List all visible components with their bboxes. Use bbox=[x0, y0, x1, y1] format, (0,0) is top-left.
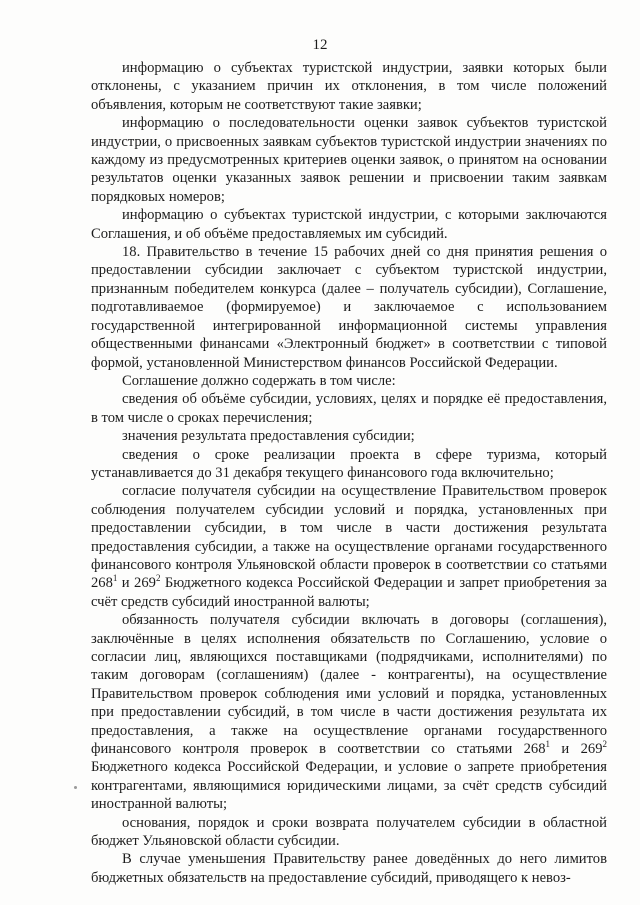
paragraph-recipient-consent bbox=[91, 482, 607, 611]
article-superscript: 1 bbox=[545, 739, 551, 750]
paragraph-clause-18: 18. Правительство в течение 15 рабочих дней со дня принятия решения о предоставлении субсидии заключает с субъектом туристской индустрии, признанным победителем конкурса (далее – получатель субсидии), Соглашение, подготавливаемое (формируемое) и заключаемое с использованием государственной интегрированной информационной системы управления общественными финансами «Электронный бюджет» в соответствии с типовой формой, установленной Министерством финансов Российской Федерации. bbox=[91, 244, 607, 371]
paragraph-contractor-obligation bbox=[91, 611, 607, 813]
article-superscript: 1 bbox=[112, 573, 118, 584]
paragraph-agreement-subjects: информацию о субъектах туристской индустрии, с которыми заключаются Соглашения, и об объёме предоставляемых им субсидий. bbox=[91, 207, 607, 242]
obligation-text-3: Бюджетного кодекса Российской Федерации, и условие о запрете приобретения контрагентами, являющимися юридическими лицами, за счёт средств субсидий иностранной валюты; bbox=[91, 759, 607, 813]
consent-text-2: и 269 bbox=[117, 575, 156, 592]
obligation-text-2: и 269 bbox=[550, 741, 603, 758]
consent-text-3: Бюджетного кодекса Российской Федерации и запрет приобретения за счёт средств субсидий иностранной валюты; bbox=[91, 575, 608, 610]
document-body bbox=[91, 59, 607, 887]
page-number: 12 bbox=[312, 37, 328, 53]
paragraph-limits-reduction: В случае уменьшения Правительству ранее доведённых до него лимитов бюджетных обязательств на предоставление субсидий, приводящего к невоз- bbox=[91, 851, 607, 886]
paragraph-refund-grounds: основания, порядок и сроки возврата получателем субсидии в областной бюджет Ульяновской области субсидии. bbox=[91, 814, 607, 850]
article-superscript: 2 bbox=[155, 573, 161, 584]
paragraph-evaluation-sequence: информацию о последовательности оценки заявок субъектов туристской индустрии, о присвоенных заявкам субъектов туристской индустрии значениях по каждому из предусмотренных критериев оценки заявок, о принятом на основании результатов оценки указанных заявок решении и присвоении таким заявкам порядковых номеров; bbox=[91, 115, 607, 205]
article-superscript: 2 bbox=[602, 739, 607, 750]
consent-text-1: согласие получателя субсидии на осуществление Правительством проверок соблюдения получателем субсидии условий и порядка, установленных при предоставлении субсидии, в том числе в части достижения результата предоставления субсидии, а также на осуществление органами государственного финансового контроля Ульяновской области проверок в соответствии со статьями 268 bbox=[91, 483, 607, 592]
paragraph-result-values: значения результата предоставления субсидии; bbox=[122, 428, 415, 445]
paragraph-subsidy-volume: сведения об объёме субсидии, условиях, целях и порядке её предоставления, в том числе о сроках перечисления; bbox=[91, 391, 607, 426]
margin-dot bbox=[74, 786, 77, 789]
paragraph-project-term: сведения о сроке реализации проекта в сфере туризма, который устанавливается до 31 декабря текущего финансового года включительно; bbox=[91, 446, 607, 481]
paragraph-agreement-contents: Соглашение должно содержать в том числе: bbox=[122, 372, 396, 389]
obligation-text-1: обязанность получателя субсидии включать в договоры (соглашения), заключённые в целях исполнения обязательств по Соглашению, условие о согласии лиц, являющихся поставщиками (подрядчиками, исполнителями) по таким договорам (соглашениям) (далее - контрагенты), на осуществление Правительством проверок соблюдения ими условий и порядка, установленных при предоставлении субсидий, в том числе в части достижения результата их предоставления, а также на осуществление органами государственного финансового контроля проверок в соответствии со статьями 268 bbox=[91, 612, 607, 758]
paragraph-rejected-applicants: информацию о субъектах туристской индустрии, заявки которых были отклонены, с указанием причин их отклонения, в том числе положений объявления, которым не соответствуют такие заявки; bbox=[91, 60, 607, 113]
